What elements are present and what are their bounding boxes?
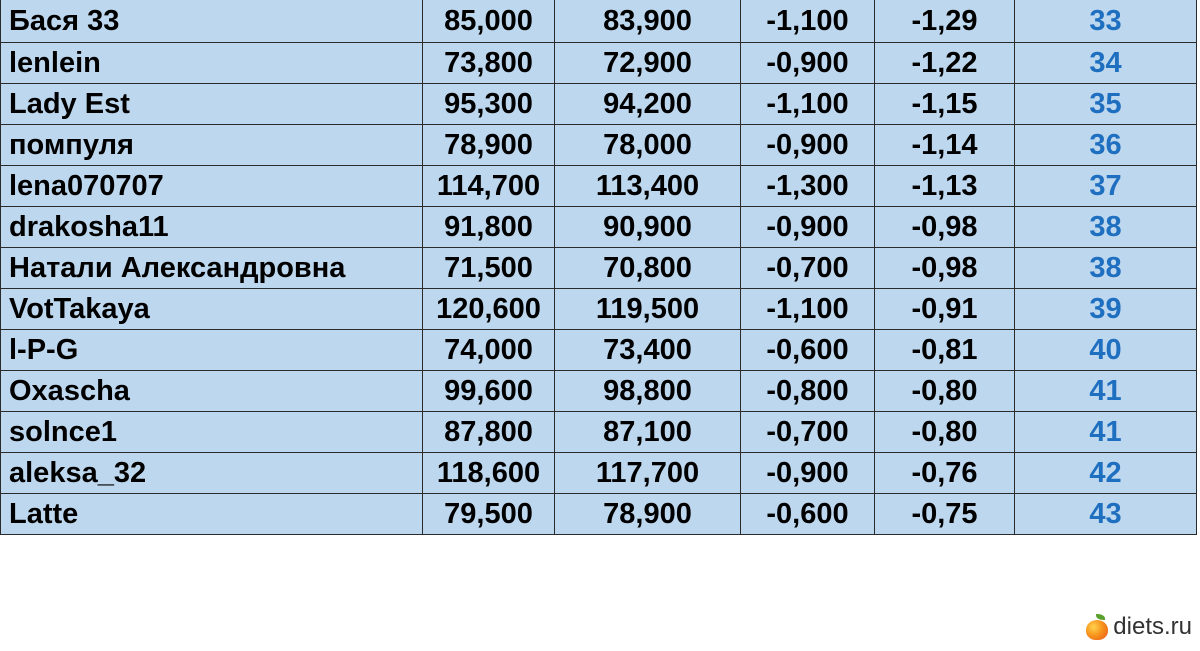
rank-value: 34 [1089,47,1122,79]
cell-start-weight: 118,600 [423,453,555,494]
cell-percent-change: -1,22 [875,43,1015,84]
table-row [1,166,1197,207]
cell-percent-change: -0,80 [875,412,1015,453]
cell-rank [1015,207,1197,248]
cell-name: l-P-G [1,330,423,371]
cell-current-weight: 113,400 [555,166,741,207]
cell-weight-change: -1,100 [741,84,875,125]
cell-current-weight: 70,800 [555,248,741,289]
cell-current-weight: 98,800 [555,371,741,412]
cell-rank [1015,43,1197,84]
table-row [1,43,1197,84]
table-row [1,207,1197,248]
cell-rank [1015,412,1197,453]
rank-value: 37 [1089,170,1122,202]
cell-start-weight: 73,800 [423,43,555,84]
cell-rank [1015,453,1197,494]
table-body [1,0,1197,535]
cell-start-weight: 78,900 [423,125,555,166]
cell-percent-change: -1,15 [875,84,1015,125]
cell-percent-change: -0,81 [875,330,1015,371]
cell-percent-change: -0,75 [875,494,1015,535]
rank-value: 35 [1089,88,1122,120]
cell-name: VotTakaya [1,289,423,330]
cell-current-weight: 90,900 [555,207,741,248]
table-row [1,453,1197,494]
cell-name: Latte [1,494,423,535]
cell-name: lena070707 [1,166,423,207]
watermark [1085,613,1192,641]
cell-name: drakosha11 [1,207,423,248]
cell-current-weight: 78,000 [555,125,741,166]
cell-rank [1015,289,1197,330]
rank-value: 38 [1089,252,1122,284]
cell-weight-change: -0,800 [741,371,875,412]
table-row [1,289,1197,330]
cell-name: помпуля [1,125,423,166]
cell-percent-change: -1,29 [875,0,1015,43]
cell-name: aleksa_32 [1,453,423,494]
cell-name: Натали Александровна [1,248,423,289]
cell-current-weight: 83,900 [555,0,741,43]
cell-percent-change: -1,14 [875,125,1015,166]
cell-name: lenlein [1,43,423,84]
cell-percent-change: -0,98 [875,248,1015,289]
cell-weight-change: -0,600 [741,330,875,371]
cell-weight-change: -0,600 [741,494,875,535]
cell-weight-change: -0,900 [741,453,875,494]
cell-percent-change: -1,13 [875,166,1015,207]
cell-name: Lady Est [1,84,423,125]
cell-current-weight: 87,100 [555,412,741,453]
cell-weight-change: -1,100 [741,0,875,43]
cell-start-weight: 71,500 [423,248,555,289]
rank-value: 38 [1089,211,1122,243]
cell-rank [1015,166,1197,207]
rank-value: 33 [1089,5,1122,37]
table-row [1,0,1197,43]
cell-rank [1015,371,1197,412]
cell-rank [1015,125,1197,166]
table-row [1,330,1197,371]
cell-percent-change: -0,80 [875,371,1015,412]
rank-value: 42 [1089,457,1122,489]
table-row [1,371,1197,412]
cell-start-weight: 87,800 [423,412,555,453]
rank-value: 43 [1089,498,1122,530]
cell-name: solnce1 [1,412,423,453]
cell-name: Oxascha [1,371,423,412]
cell-start-weight: 85,000 [423,0,555,43]
cell-rank [1015,0,1197,43]
cell-start-weight: 91,800 [423,207,555,248]
cell-percent-change: -0,98 [875,207,1015,248]
rank-value: 41 [1089,375,1122,407]
cell-rank [1015,494,1197,535]
cell-start-weight: 79,500 [423,494,555,535]
apple-icon [1085,614,1109,640]
cell-start-weight: 74,000 [423,330,555,371]
table-row [1,125,1197,166]
cell-weight-change: -0,900 [741,125,875,166]
rank-value: 40 [1089,334,1122,366]
cell-name: Бася 33 [1,0,423,43]
cell-current-weight: 73,400 [555,330,741,371]
cell-start-weight: 120,600 [423,289,555,330]
cell-weight-change: -0,900 [741,207,875,248]
cell-percent-change: -0,91 [875,289,1015,330]
watermark-text: diets.ru [1113,613,1192,640]
cell-weight-change: -0,900 [741,43,875,84]
table-row [1,412,1197,453]
cell-percent-change: -0,76 [875,453,1015,494]
rank-value: 41 [1089,416,1122,448]
cell-current-weight: 119,500 [555,289,741,330]
cell-current-weight: 94,200 [555,84,741,125]
table-row [1,248,1197,289]
cell-weight-change: -0,700 [741,248,875,289]
cell-weight-change: -0,700 [741,412,875,453]
cell-current-weight: 117,700 [555,453,741,494]
cell-current-weight: 78,900 [555,494,741,535]
cell-rank [1015,248,1197,289]
cell-rank [1015,84,1197,125]
cell-start-weight: 99,600 [423,371,555,412]
cell-weight-change: -1,100 [741,289,875,330]
rank-value: 39 [1089,293,1122,325]
table-row [1,494,1197,535]
cell-current-weight: 72,900 [555,43,741,84]
cell-weight-change: -1,300 [741,166,875,207]
cell-start-weight: 95,300 [423,84,555,125]
cell-rank [1015,330,1197,371]
cell-start-weight: 114,700 [423,166,555,207]
table-row [1,84,1197,125]
rank-value: 36 [1089,129,1122,161]
